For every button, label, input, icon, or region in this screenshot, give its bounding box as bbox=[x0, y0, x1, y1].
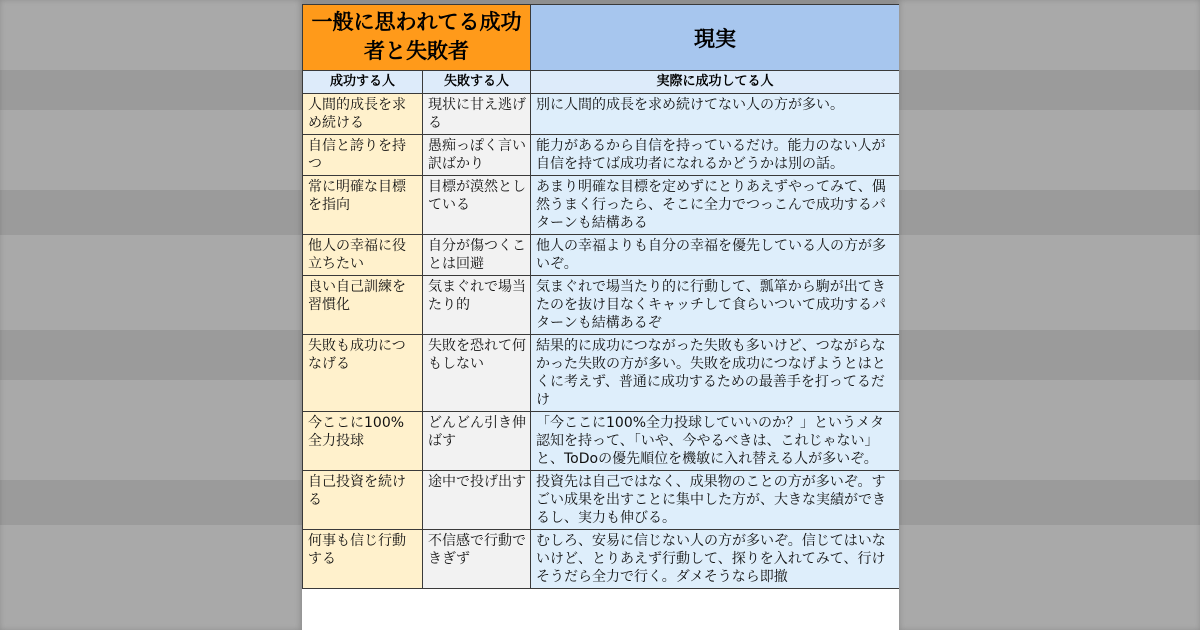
title-row bbox=[303, 5, 900, 71]
failure-cell: 失敗を恐れて何もしない bbox=[428, 338, 526, 372]
table-row bbox=[303, 471, 900, 530]
left-title: 一般に思われてる成功者と失敗者 bbox=[303, 5, 531, 71]
table-row bbox=[303, 530, 900, 589]
failure-cell: 愚痴っぽく言い訳ばかり bbox=[428, 138, 526, 172]
column-header-failure: 失敗する人 bbox=[423, 71, 531, 94]
column-header-reality: 実際に成功してる人 bbox=[531, 71, 900, 94]
reality-cell: 他人の幸福よりも自分の幸福を優先している人の方が多いぞ。 bbox=[536, 238, 886, 272]
column-header-success: 成功する人 bbox=[303, 71, 423, 94]
success-cell: 人間的成長を求め続ける bbox=[308, 97, 406, 131]
table-row bbox=[303, 335, 900, 412]
comparison-table bbox=[302, 4, 899, 589]
success-cell: 良い自己訓練を習慣化 bbox=[308, 279, 406, 313]
failure-cell: 気まぐれで場当たり的 bbox=[428, 279, 526, 313]
table-row bbox=[303, 135, 900, 176]
success-cell: 他人の幸福に役立ちたい bbox=[308, 238, 406, 272]
table-row bbox=[303, 412, 900, 471]
table-row bbox=[303, 176, 900, 235]
reality-cell: 能力があるから自信を持っているだけ。能力のない人が自信を持てば成功者になれるかどうかは別の話。 bbox=[536, 138, 886, 172]
table-row bbox=[303, 235, 900, 276]
reality-cell: 投資先は自己ではなく、成果物のことの方が多いぞ。すごい成果を出すことに集中した方が、大きな実績ができるし、実力も伸びる。 bbox=[536, 474, 886, 526]
reality-cell: むしろ、安易に信じない人の方が多いぞ。信じてはいないけど、とりあえず行動して、探りを入れてみて、行けそうだら全力で行く。ダメそうなら即撤 bbox=[536, 533, 886, 585]
failure-cell: 不信感で行動できぎず bbox=[428, 533, 526, 567]
failure-cell: どんどん引き伸ばす bbox=[428, 415, 526, 449]
reality-cell: 別に人間的成長を求め続けてない人の方が多い。 bbox=[536, 97, 844, 113]
comparison-sheet bbox=[302, 4, 899, 630]
reality-cell: あまり明確な目標を定めずにとりあえずやってみて、偶然うまく行ったら、そこに全力でつっこんで成功するパターンも結構ある bbox=[536, 179, 886, 231]
failure-cell: 現状に甘え逃げる bbox=[428, 97, 526, 131]
success-cell: 何事も信じ行動する bbox=[308, 533, 406, 567]
right-title: 現実 bbox=[531, 5, 900, 71]
success-cell: 失敗も成功につなげる bbox=[308, 338, 406, 372]
reality-cell: 「今ここに100%全力投球していいのか？」というメタ認知を持って、「いや、今やるべきは、これじゃない」と、ToDoの優先順位を機敏に入れ替える人が多いぞ。 bbox=[536, 415, 885, 467]
success-cell: 今ここに100%全力投球 bbox=[308, 415, 405, 449]
success-cell: 自信と誇りを持つ bbox=[308, 138, 406, 172]
failure-cell: 目標が漠然としている bbox=[428, 179, 526, 213]
failure-cell: 途中で投げ出す bbox=[428, 474, 526, 490]
table-row bbox=[303, 94, 900, 135]
reality-cell: 結果的に成功につながった失敗も多いけど、つながらなかった失敗の方が多い。失敗を成功につなげようとはとくに考えず、普通に成功するための最善手を打ってるだけ bbox=[536, 338, 886, 408]
column-header-row bbox=[303, 71, 900, 94]
success-cell: 常に明確な目標を指向 bbox=[308, 179, 406, 213]
reality-cell: 気まぐれで場当たり的に行動して、瓢箪から駒が出てきたのを抜け目なくキャッチして食らいついて成功するパターンも結構あるぞ bbox=[536, 279, 886, 331]
success-cell: 自己投資を続ける bbox=[308, 474, 406, 508]
failure-cell: 自分が傷つくことは回避 bbox=[428, 238, 526, 272]
table-row bbox=[303, 276, 900, 335]
